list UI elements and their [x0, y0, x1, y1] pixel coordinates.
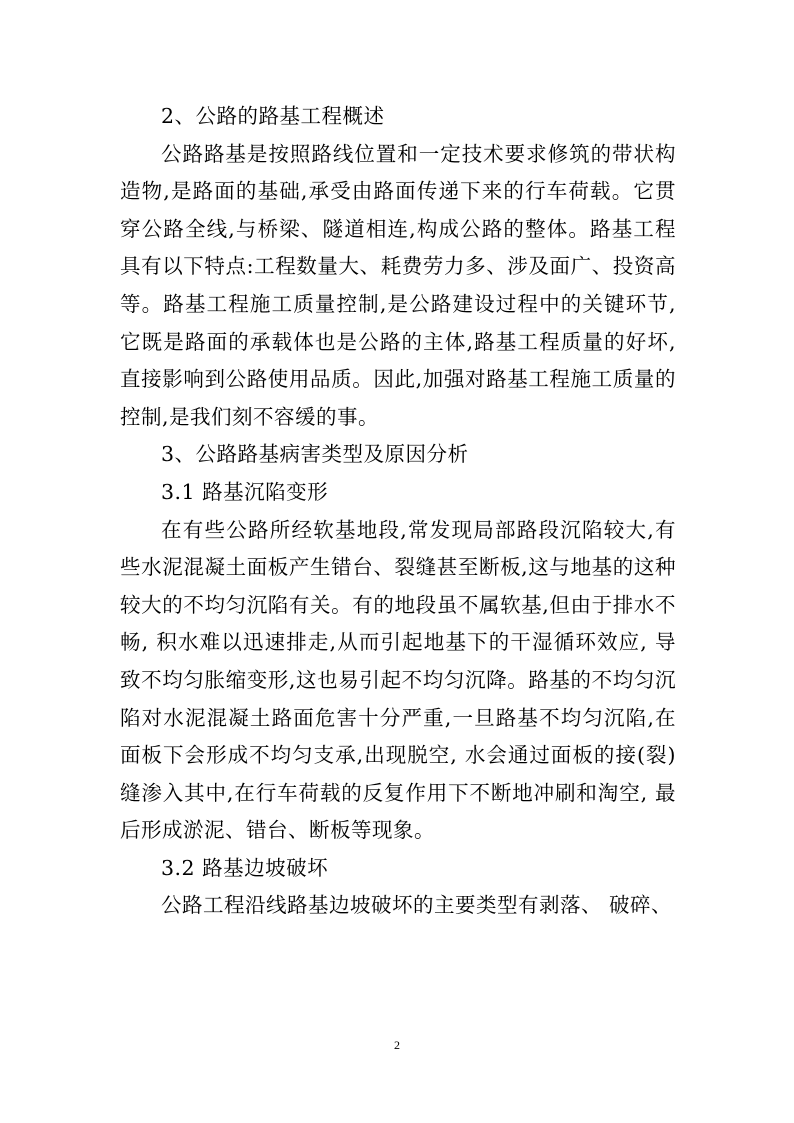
paragraph-roadbed-overview: 公路路基是按照路线位置和一定技术要求修筑的带状构造物,是路面的基础,承受由路面传递下来的行车荷载。它贯穿公路全线,与桥梁、隧道相连,构成公路的整体。路基工程具有以下特点:工程数量大、耗费劳力多、涉及面广、投资高等。路基工程施工质量控制,是公路建设过程中的关键环节,它既是路面的承载体也是公路的主体,路基工程质量的好坏,直接影响到公路使用品质。因此,加强对路基工程施工质量的控制,是我们刻不容缓的事。 [120, 141, 676, 429]
paragraph-settlement-deformation: 在有些公路所经软基地段,常发现局部路段沉陷较大,有些水泥混凝土面板产生错台、裂缝甚至断板,这与地基的这种较大的不均匀沉陷有关。有的地段虽不属软基,但由于排水不畅, 积水难以迅速排走,从而引起地基下的干湿循环效应, 导致不均匀胀缩变形,这也易引起不均匀沉降。路基的不均匀沉陷对水泥混凝土路面危害十分严重,一旦路基不均匀沉陷,在面板下会形成不均匀支承,出现脱空, 水会通过面板的接(裂)缝渗入其中,在行车荷载的反复作用下不断地冲刷和淘空, 最后形成淤泥、错台、断板等现象。 [120, 517, 676, 843]
section-heading-2: 2、公路的路基工程概述 [161, 104, 385, 128]
subsection-heading-3-1: 3.1 路基沉陷变形 [161, 479, 329, 504]
page-number: 2 [394, 1038, 400, 1052]
paragraph-slope-failure: 公路工程沿线路基边坡破坏的主要类型有剥落、 破碎、 [161, 893, 673, 918]
document-body [120, 98, 676, 925]
section-heading-3: 3、公路路基病害类型及原因分析 [161, 442, 469, 467]
subsection-heading-3-2: 3.2 路基边坡破坏 [161, 855, 329, 880]
